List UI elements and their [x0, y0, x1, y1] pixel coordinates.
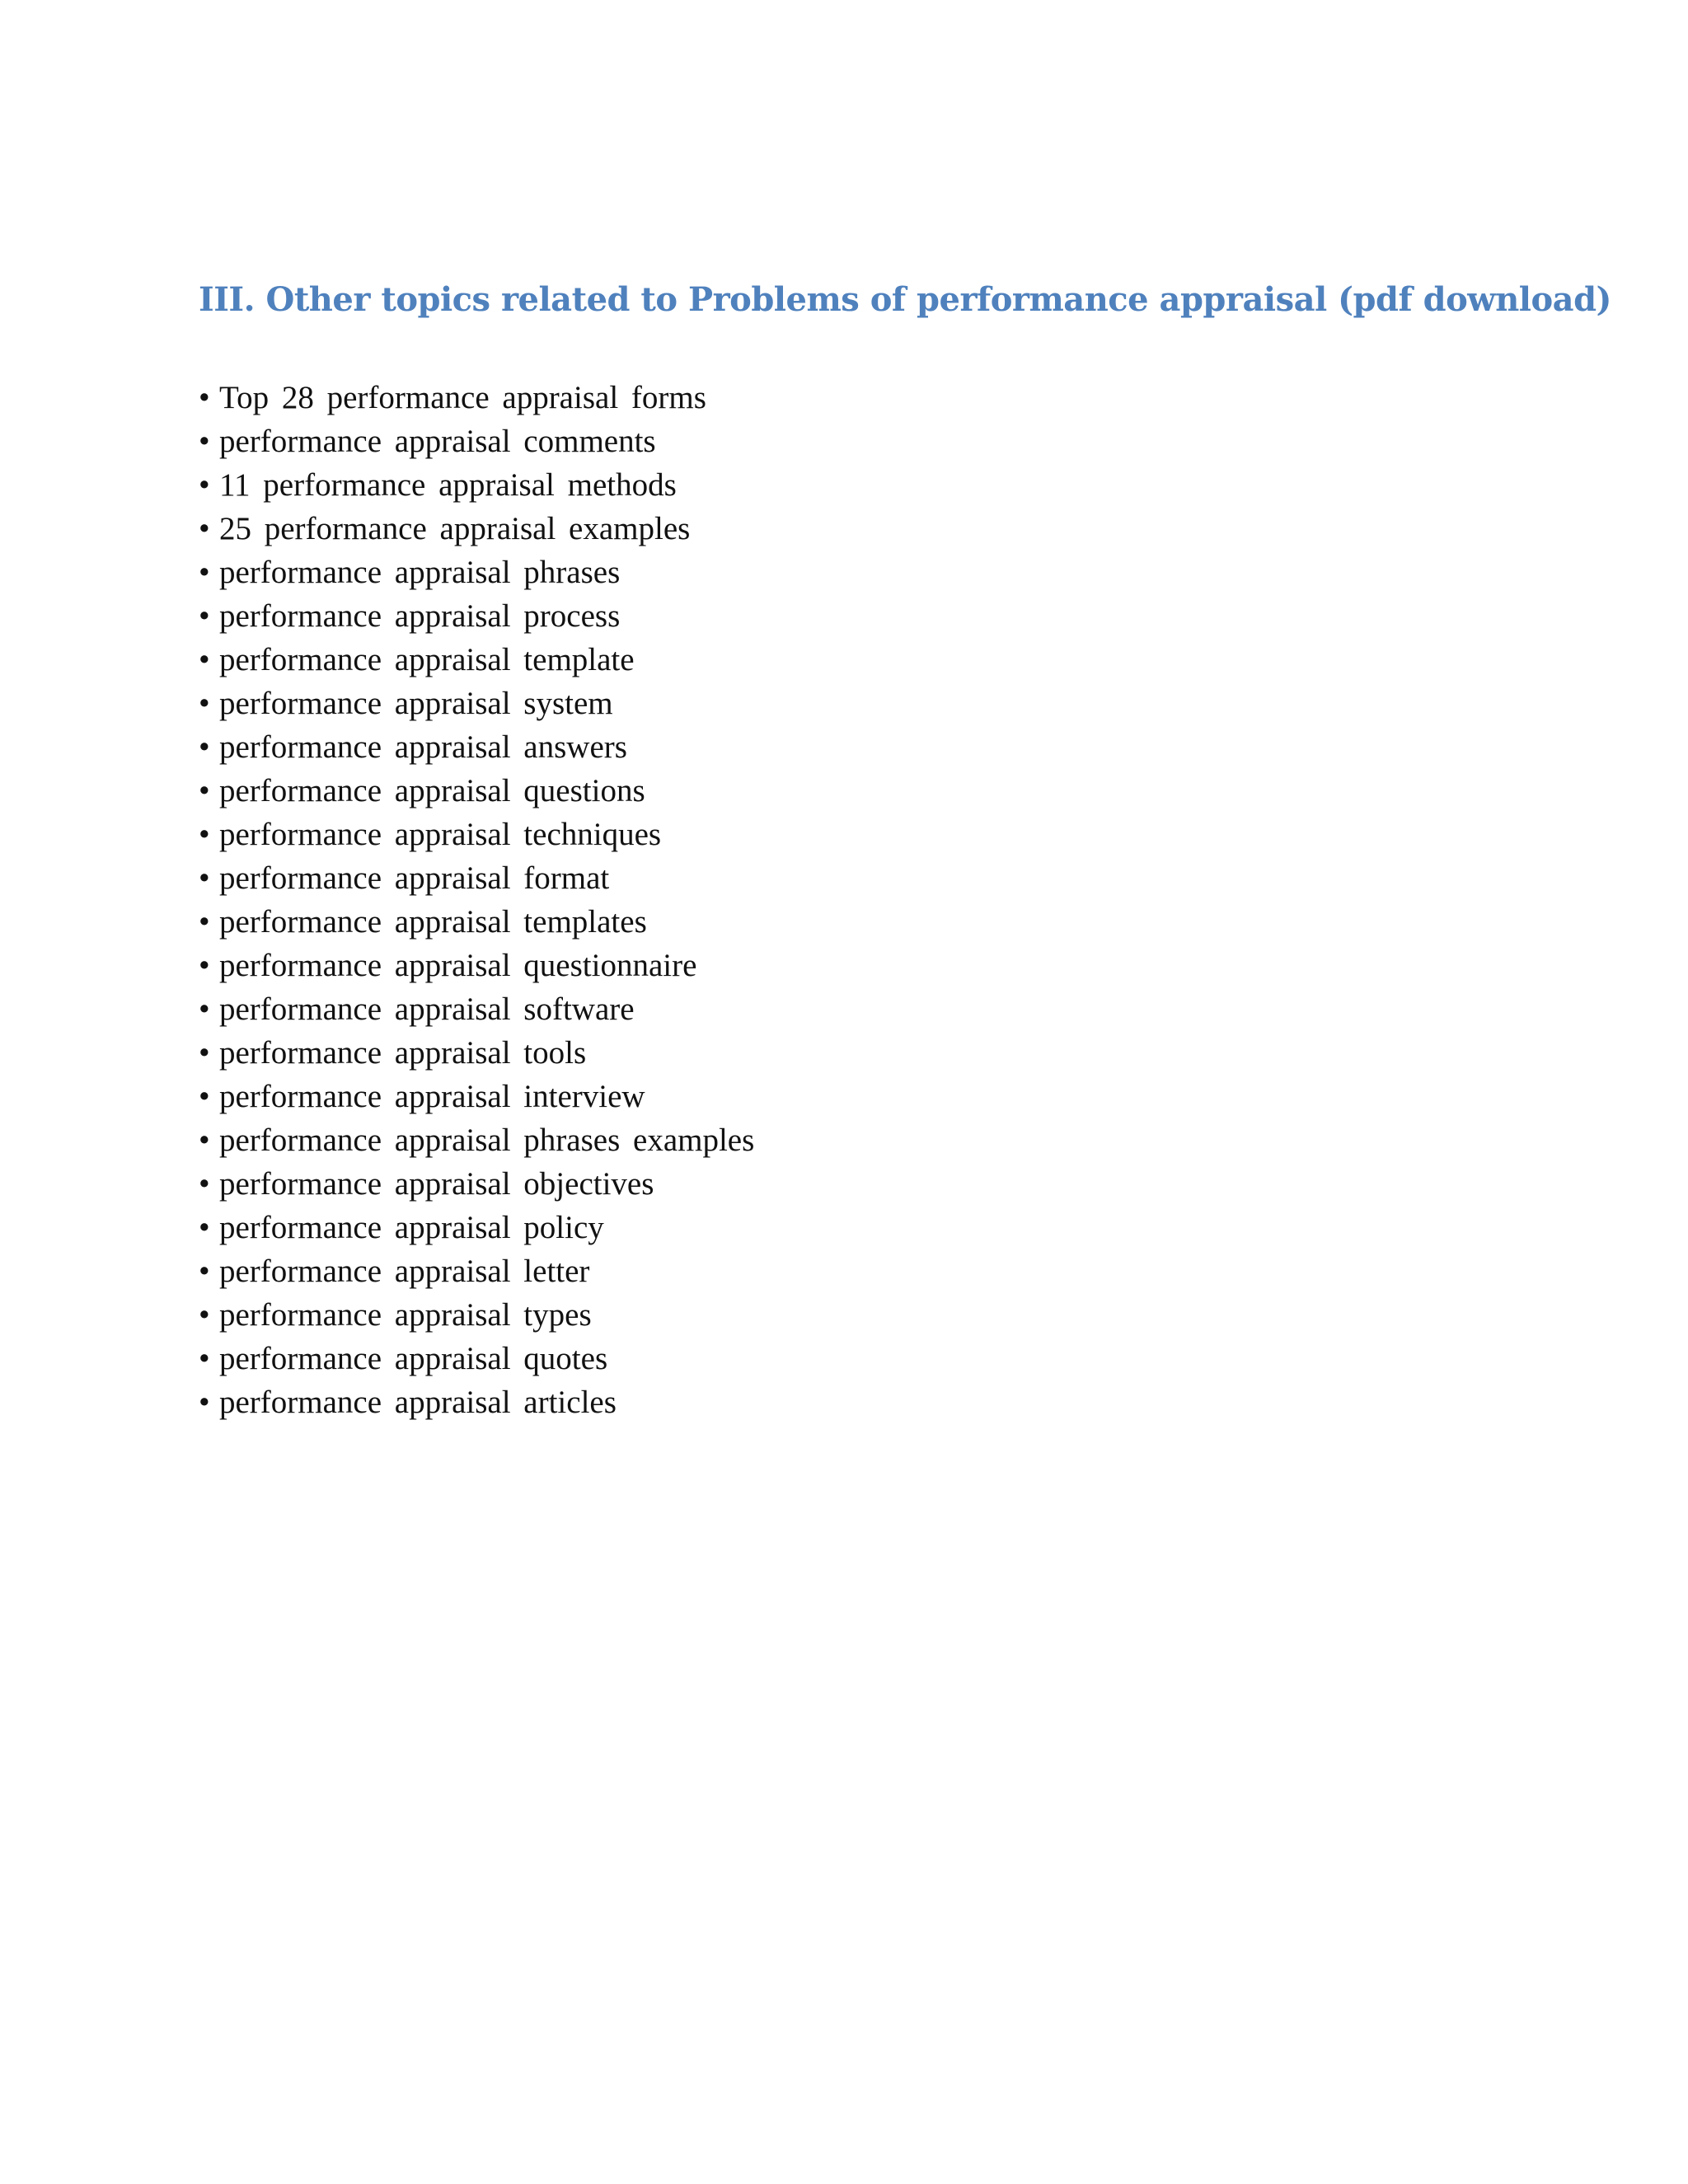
- topic-item: [199, 376, 754, 419]
- topic-label: performance appraisal phrases: [219, 555, 621, 590]
- topic-label: performance appraisal comments: [219, 424, 656, 459]
- topic-item: [199, 1162, 754, 1206]
- bullet-glyph: •: [199, 1035, 210, 1071]
- topic-label: performance appraisal questions: [219, 773, 645, 808]
- topic-label: performance appraisal process: [219, 598, 621, 634]
- topic-label: Top 28 performance appraisal forms: [219, 380, 706, 415]
- topic-label: performance appraisal answers: [219, 729, 627, 765]
- topic-item: [199, 1118, 754, 1162]
- topic-label: performance appraisal techniques: [219, 817, 662, 852]
- bullet-glyph: •: [199, 1210, 210, 1245]
- topics-list: [199, 376, 754, 1424]
- bullet-glyph: •: [199, 1254, 210, 1289]
- topic-label: performance appraisal types: [219, 1297, 592, 1333]
- bullet-glyph: •: [199, 380, 210, 415]
- section-heading: III. Other topics related to Problems of performance appraisal (pdf download): [199, 280, 1611, 319]
- bullet-glyph: •: [199, 1297, 210, 1333]
- topic-item: [199, 1031, 754, 1075]
- bullet-glyph: •: [199, 467, 210, 503]
- bullet-glyph: •: [199, 1079, 210, 1114]
- topic-label: performance appraisal questionnaire: [219, 948, 697, 983]
- bullet-glyph: •: [199, 1166, 210, 1202]
- topic-label: performance appraisal format: [219, 860, 610, 896]
- topic-item: [199, 813, 754, 856]
- topic-item: [199, 856, 754, 900]
- topic-label: performance appraisal system: [219, 686, 613, 721]
- topic-label: performance appraisal software: [219, 991, 635, 1027]
- topic-item: [199, 682, 754, 725]
- bullet-glyph: •: [199, 991, 210, 1027]
- topic-item: [199, 725, 754, 769]
- topic-label: performance appraisal interview: [219, 1079, 645, 1114]
- bullet-glyph: •: [199, 729, 210, 765]
- bullet-glyph: •: [199, 773, 210, 808]
- bullet-glyph: •: [199, 948, 210, 983]
- topic-label: performance appraisal objectives: [219, 1166, 654, 1202]
- topic-item: [199, 507, 754, 551]
- topic-item: [199, 944, 754, 987]
- topic-label: performance appraisal articles: [219, 1385, 617, 1420]
- topic-label: performance appraisal letter: [219, 1254, 590, 1289]
- topic-item: [199, 463, 754, 507]
- bullet-glyph: •: [199, 1341, 210, 1376]
- topic-label: performance appraisal templates: [219, 904, 647, 940]
- topic-item: [199, 1075, 754, 1118]
- bullet-glyph: •: [199, 642, 210, 677]
- topic-item: [199, 638, 754, 682]
- bullet-glyph: •: [199, 555, 210, 590]
- bullet-glyph: •: [199, 817, 210, 852]
- topic-label: performance appraisal quotes: [219, 1341, 608, 1376]
- topic-label: 11 performance appraisal methods: [219, 467, 677, 503]
- topic-item: [199, 1293, 754, 1337]
- bullet-glyph: •: [199, 686, 210, 721]
- topic-label: performance appraisal policy: [219, 1210, 604, 1245]
- bullet-glyph: •: [199, 860, 210, 896]
- topic-label: performance appraisal tools: [219, 1035, 587, 1071]
- bullet-glyph: •: [199, 1385, 210, 1420]
- topic-label: 25 performance appraisal examples: [219, 511, 691, 546]
- topic-item: [199, 900, 754, 944]
- bullet-glyph: •: [199, 904, 210, 940]
- topic-item: [199, 1249, 754, 1293]
- bullet-glyph: •: [199, 598, 210, 634]
- topic-item: [199, 1206, 754, 1249]
- topic-item: [199, 987, 754, 1031]
- topic-label: performance appraisal template: [219, 642, 635, 677]
- topic-label: performance appraisal phrases examples: [219, 1122, 755, 1158]
- topic-item: [199, 1380, 754, 1424]
- topic-item: [199, 551, 754, 594]
- bullet-glyph: •: [199, 1122, 210, 1158]
- topic-item: [199, 769, 754, 813]
- topic-item: [199, 594, 754, 638]
- topic-item: [199, 1337, 754, 1380]
- bullet-glyph: •: [199, 511, 210, 546]
- bullet-glyph: •: [199, 424, 210, 459]
- topic-item: [199, 419, 754, 463]
